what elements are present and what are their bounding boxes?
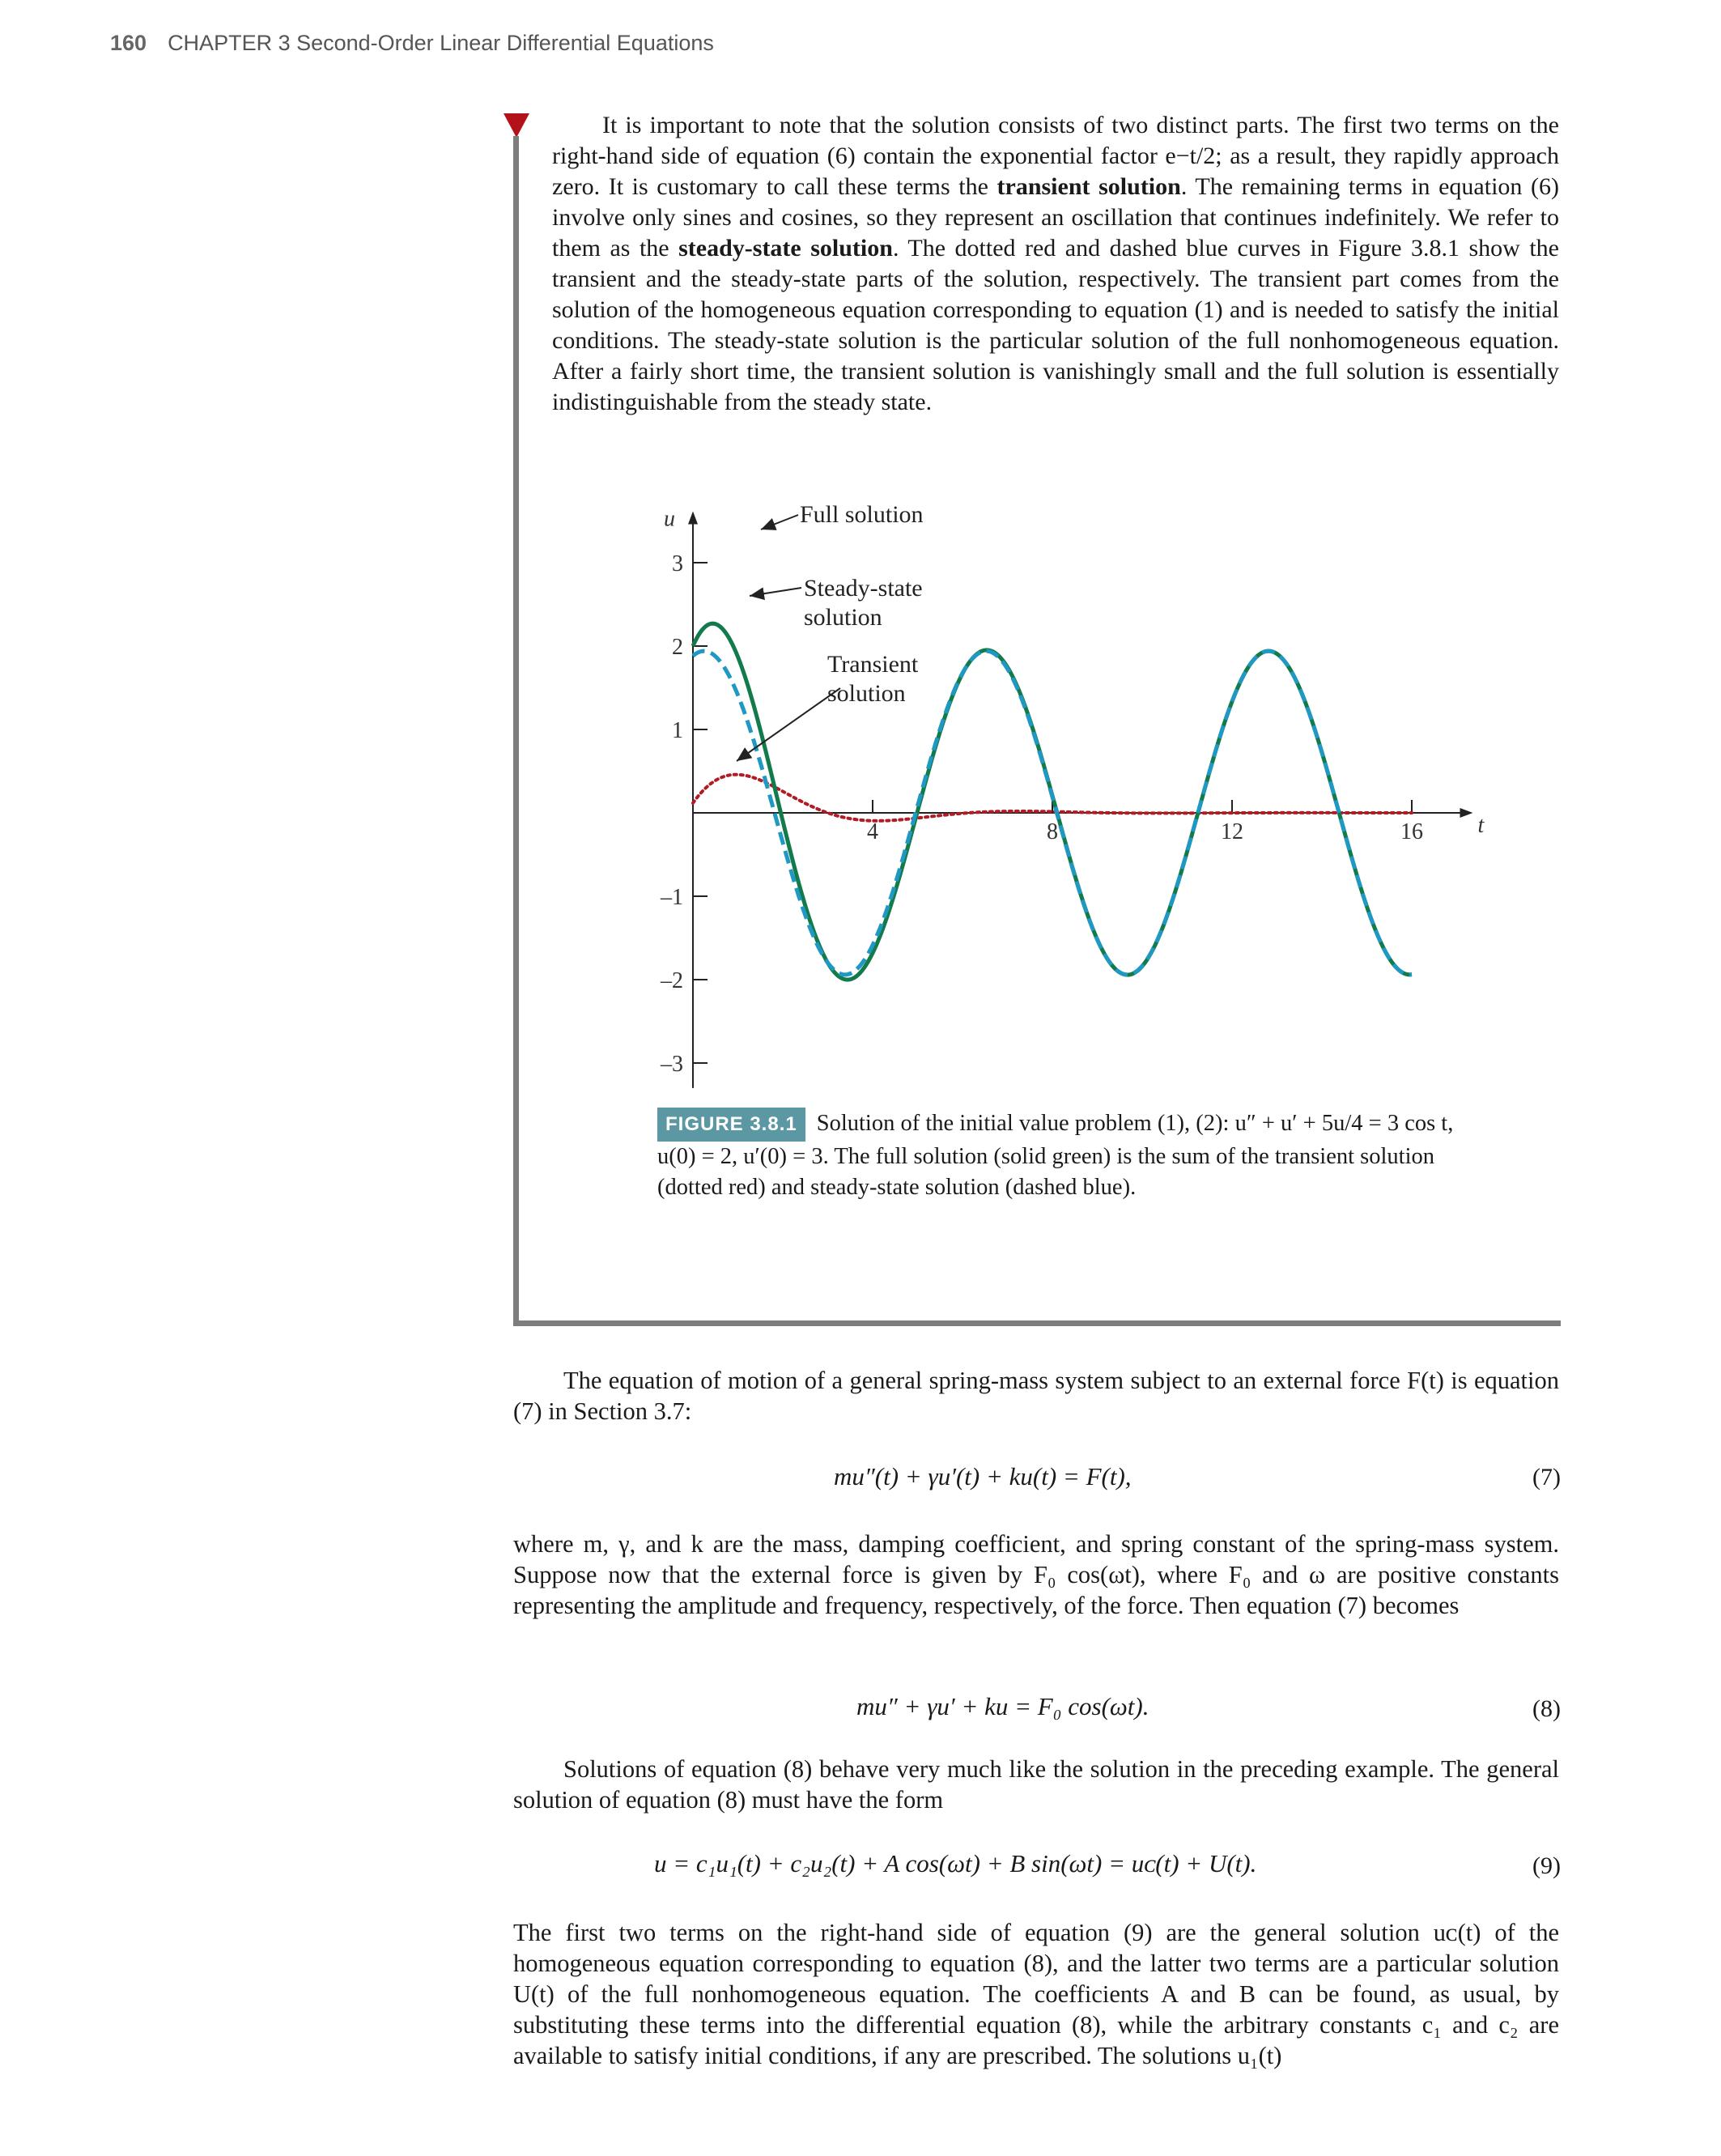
figure-caption [657,1108,1467,1203]
figure-3-8-1-chart [615,486,1485,1085]
chapter-title: CHAPTER 3 Second-Order Linear Differential Equations [168,31,714,55]
y-tick-label: 3 [672,551,683,576]
figure-caption-text: Solution of the initial value problem (1), (2): u″ + u′ + 5u/4 = 3 cos t, u(0) = 2, u′(0) = 3. The full solution (solid green) is the sum of the transient solution (dotted red) and steady-state solution (dashed blue). [657,1111,1454,1200]
y-tick-label: 2 [672,635,683,660]
y-tick-label: 1 [672,718,683,743]
y-axis-label: u [664,506,675,532]
x-tick-label: 8 [1047,819,1058,844]
annotation-arrow [750,588,801,596]
annotation-label: solution [804,604,882,631]
equation-7: mu″(t) + γu′(t) + ku(t) = F(t), [834,1462,1132,1490]
chart-series [693,623,1412,980]
annotation-label: Transient [827,651,919,678]
body-paragraph-1: The equation of motion of a general spring-mass system subject to an external force F(t) is equation (7) in Section 3.7: [513,1367,1559,1425]
y-tick-label: –3 [661,1052,683,1077]
y-tick-label: –2 [661,968,683,993]
equation-8: mu″ + γu′ + ku = F₀ cos(ωt). [856,1692,1149,1720]
chart-axes [660,507,1485,1088]
annotation-label: solution [827,680,906,707]
body-paragraph-3: Solutions of equation (8) behave very much like the solution in the preceding example. The general solution of equation (8) must have the form [513,1755,1559,1814]
annotation-label: Full solution [800,501,924,528]
running-head [110,31,714,56]
body-paragraph-2: where m, γ, and k are the mass, damping coefficient, and spring constant of the spring-mass system. Suppose now that the external force is given by F₀ cos(ωt), where F₀ and ω are positive constants representing the amplitude and frequency, respectively, of the force. Then equation (7) becomes [513,1530,1559,1619]
equation-8-number: (8) [1532,1695,1561,1722]
x-tick-label: 12 [1221,819,1243,844]
page-number: 160 [110,31,147,55]
y-tick-label: –1 [661,885,683,910]
example-paragraph: It is important to note that the solution consists of two distinct parts. The first two terms on the right-hand side of equation (6) contain the exponential factor e−t/2; as a result, they rapidly approach zero. It is customary to call these terms the transient solution. The remaining terms in equation (6) involve only sines and cosines, so they represent an oscillation that continues indefinitely. We refer to them as the steady-state solution. The dotted red and dashed blue curves in Figure 3.8.1 show the transient and the steady-state parts of the solution, respectively. The transient part comes from the solution of the homogeneous equation corresponding to equation (1) and is needed to satisfy the initial conditions. The steady-state solution is the particular solution of the full nonhomogeneous equation. After a fairly short time, the transient solution is vanishingly small and the full solution is essentially indistinguishable from the steady state. [552,112,1559,415]
x-axis-arrow-icon [1460,808,1473,818]
equation-7-number: (7) [1532,1464,1561,1490]
x-tick-label: 4 [867,819,878,844]
x-axis-label: t [1477,813,1485,838]
figure-label: FIGURE 3.8.1 [657,1108,805,1142]
y-axis-arrow-icon [688,512,698,525]
annotation-arrow [761,515,798,529]
equation-9: u = c₁u₁(t) + c₂u₂(t) + A cos(ωt) + B sin(ωt) = uᴄ(t) + U(t). [654,1849,1257,1877]
example-end-marker-icon [504,113,529,138]
equation-9-number: (9) [1532,1852,1561,1879]
x-tick-label: 16 [1400,819,1423,844]
body-paragraph-4: The first two terms on the right-hand side of equation (9) are the general solution uᴄ(t) of the homogeneous equation corresponding to equation (8), and the latter two terms are a particular solution U(t) of the full nonhomogeneous equation. The coefficients A and B can be found, as usual, by substituting these terms into the differential equation (8), while the arbitrary constants c₁ and c₂ are available to satisfy initial conditions, if any are prescribed. The solutions u₁(t) [513,1919,1559,2069]
annotation-label: Steady-state [804,575,923,602]
chart-annotations [737,501,924,761]
